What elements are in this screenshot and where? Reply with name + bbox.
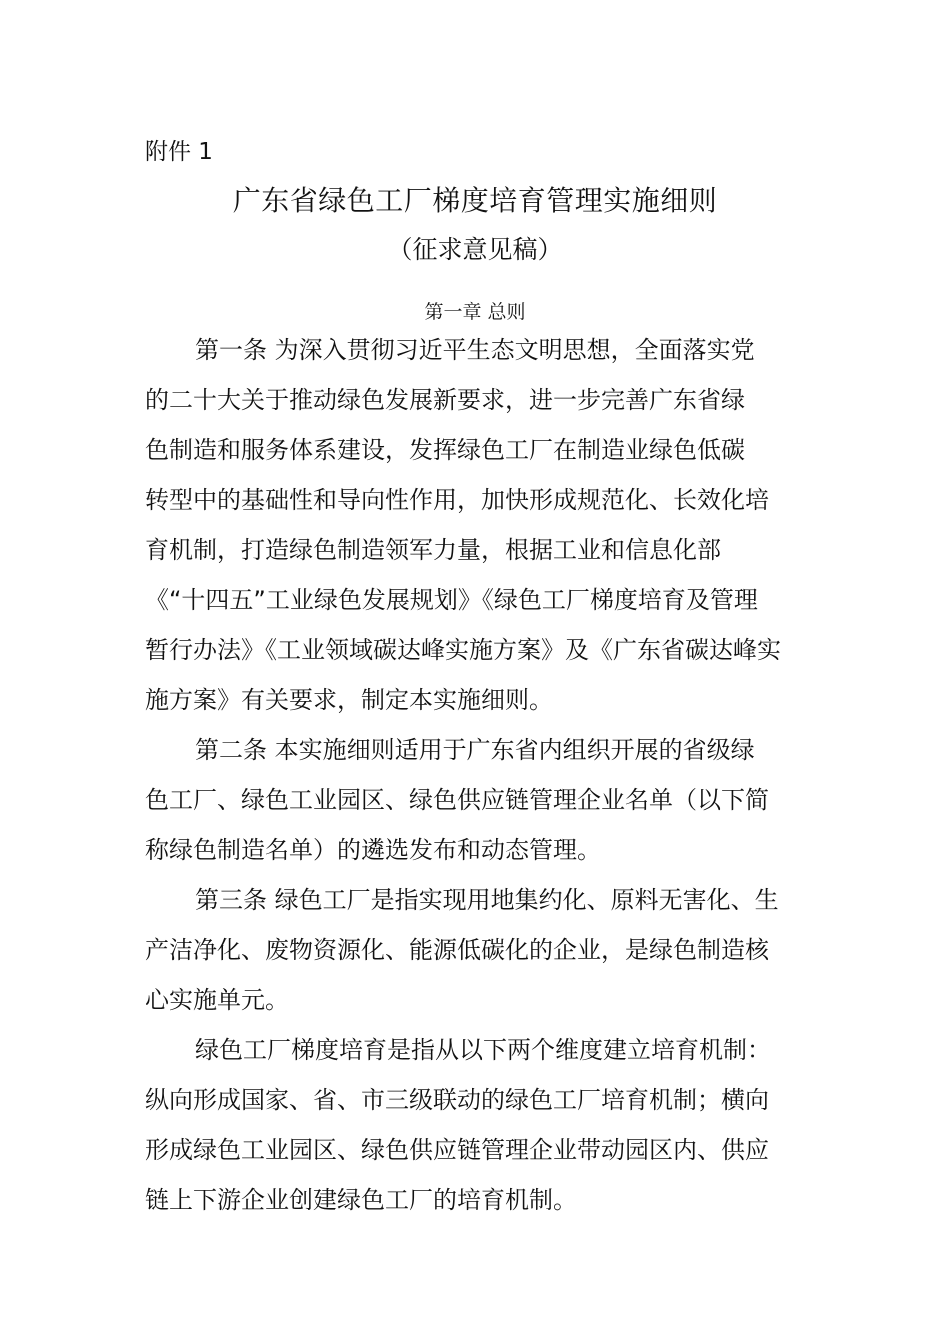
chapter-heading: 第一章 总则 bbox=[424, 301, 526, 323]
paragraph-line: 的二十大关于推动绿色发展新要求，进一步完善广东省绿 bbox=[145, 386, 745, 414]
paragraph-line: 第三条 绿色工厂是指实现用地集约化、原料无害化、生 bbox=[195, 886, 779, 914]
attachment-label: 附件 1 bbox=[145, 139, 213, 165]
paragraph-line: 链上下游企业创建绿色工厂的培育机制。 bbox=[145, 1186, 577, 1214]
paragraph-line: 育机制，打造绿色制造领军力量，根据工业和信息化部 bbox=[145, 536, 721, 564]
paragraph-line: 《“十四五”工业绿色发展规划》《绿色工厂梯度培育及管理 bbox=[145, 586, 758, 614]
paragraph-line: 施方案》有关要求，制定本实施细则。 bbox=[145, 686, 553, 714]
paragraph-line: 第一条 为深入贯彻习近平生态文明思想，全面落实党 bbox=[195, 336, 755, 364]
document-title: 广东省绿色工厂梯度培育管理实施细则 bbox=[232, 184, 718, 217]
paragraph-line: 纵向形成国家、省、市三级联动的绿色工厂培育机制；横向 bbox=[145, 1086, 769, 1114]
paragraph-line: 色工厂、绿色工业园区、绿色供应链管理企业名单（以下简 bbox=[145, 786, 769, 814]
paragraph-line: 色制造和服务体系建设，发挥绿色工厂在制造业绿色低碳 bbox=[145, 436, 745, 464]
paragraph-line: 转型中的基础性和导向性作用，加快形成规范化、长效化培 bbox=[145, 486, 769, 514]
paragraph-line: 绿色工厂梯度培育是指从以下两个维度建立培育机制： bbox=[195, 1036, 771, 1064]
paragraph-line: 形成绿色工业园区、绿色供应链管理企业带动园区内、供应 bbox=[145, 1136, 769, 1164]
paragraph-line: 心实施单元。 bbox=[145, 986, 289, 1014]
paragraph-line: 暂行办法》《工业领域碳达峰实施方案》及《广东省碳达峰实 bbox=[145, 636, 781, 664]
document-subtitle: （征求意见稿） bbox=[387, 235, 563, 264]
paragraph-line: 第二条 本实施细则适用于广东省内组织开展的省级绿 bbox=[195, 736, 755, 764]
body-text bbox=[145, 325, 835, 1225]
paragraph-line: 产洁净化、废物资源化、能源低碳化的企业，是绿色制造核 bbox=[145, 936, 769, 964]
paragraph-line: 称绿色制造名单）的遴选发布和动态管理。 bbox=[145, 836, 601, 864]
